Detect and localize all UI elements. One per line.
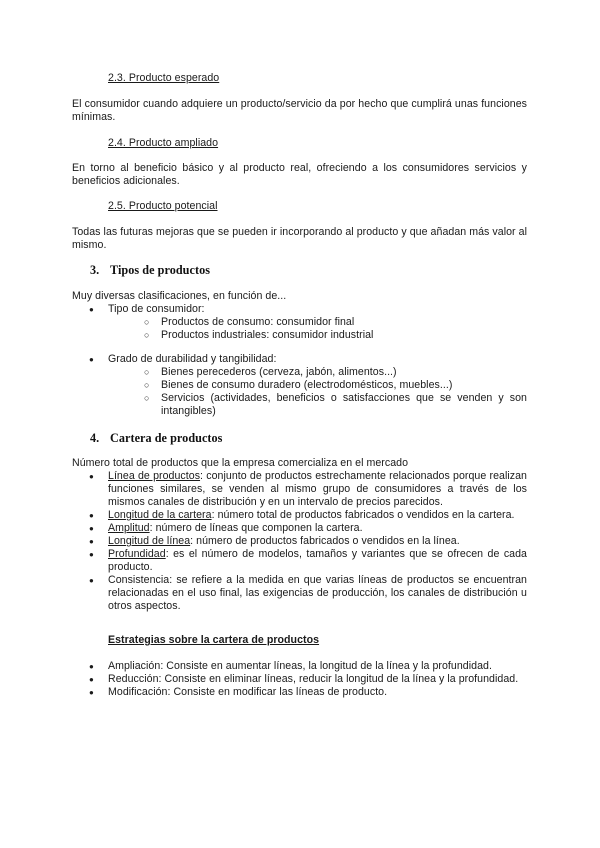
section-2-3-text: El consumidor cuando adquiere un producto/servicio da por hecho que cumplirá unas funciones mínimas.	[72, 98, 527, 123]
term: Longitud de la cartera	[108, 509, 212, 521]
term: Línea de productos	[108, 470, 201, 482]
definition: : número total de productos fabricados o vendidos en la cartera.	[211, 509, 515, 521]
list-item: ○ Productos industriales: consumidor industrial	[144, 329, 527, 342]
list-item	[89, 509, 527, 522]
definition: : conjunto de productos estrechamente relacionados porque realizan funciones similares, se venden al mismo grupo de consumidores a través de los mismos canales de distribución y en un intervalo de precios parecidos.	[108, 470, 528, 508]
list-item	[89, 470, 527, 509]
section-4-intro: Número total de productos que la empresa comercializa en el mercado	[72, 457, 409, 469]
list-item	[89, 535, 527, 548]
strategies-title: Estrategias sobre la cartera de productos	[108, 634, 320, 646]
list-item: ○ Bienes de consumo duradero (electrodomésticos, muebles...)	[144, 379, 527, 392]
portfolio-list	[89, 470, 527, 613]
group-label: Tipo de consumidor:	[108, 303, 205, 315]
definition: : número de líneas que componen la cartera.	[149, 522, 363, 534]
section-3-intro: Muy diversas clasificaciones, en función de...	[72, 290, 287, 302]
section-2-5-title: 2.5. Producto potencial	[108, 200, 218, 212]
list-item: ● Ampliación: Consiste en aumentar líneas, la longitud de la línea y la profundidad.	[89, 660, 527, 673]
list-item: ● Modificación: Consiste en modificar las líneas de producto.	[89, 686, 527, 699]
section-2-3-title: 2.3. Producto esperado	[108, 72, 220, 84]
term: Profundidad	[108, 548, 166, 560]
durability-list	[89, 353, 527, 418]
sublist	[108, 316, 527, 342]
list-item	[89, 574, 527, 613]
list-item	[89, 303, 527, 342]
list-item: ○ Productos de consumo: consumidor final	[144, 316, 527, 329]
definition: : número de productos fabricados o vendidos en la línea.	[190, 535, 460, 547]
strategies-list	[89, 660, 527, 699]
section-3-number: 3.	[90, 263, 100, 277]
list-item: ○ Bienes perecederos (cerveza, jabón, alimentos...)	[144, 366, 527, 379]
list-item	[89, 353, 527, 418]
list-item: ○ Servicios (actividades, beneficios o satisfacciones que se venden y son intangibles)	[144, 392, 527, 418]
section-4-number: 4.	[90, 431, 100, 445]
section-4-heading	[90, 431, 222, 446]
definition: : es el número de modelos, tamaños y variantes que se ofrecen de cada producto.	[108, 548, 527, 573]
section-2-4-title: 2.4. Producto ampliado	[108, 137, 219, 149]
list-item	[89, 548, 527, 574]
section-3-title: Tipos de productos	[110, 263, 211, 277]
list-item: ● Reducción: Consiste en eliminar líneas, reducir la longitud de la línea y la profundidad.	[89, 673, 527, 686]
section-4-title: Cartera de productos	[110, 431, 223, 445]
section-2-5-text: Todas las futuras mejoras que se pueden ir incorporando al producto y que añadan más valor al mismo.	[72, 226, 527, 251]
section-3-heading	[90, 263, 210, 278]
term: Longitud de línea	[108, 535, 191, 547]
sublist	[108, 366, 527, 418]
section-2-4-text: En torno al beneficio básico y al producto real, ofreciendo a los consumidores servicios y beneficios adicionales.	[72, 162, 527, 187]
list-item	[89, 522, 527, 535]
group-label: Grado de durabilidad y tangibilidad:	[108, 353, 277, 365]
definition: Consistencia: se refiere a la medida en que varias líneas de productos se encuentran relacionadas en el uso final, las exigencias de producción, los canales de distribución u otros aspectos.	[108, 574, 527, 612]
term: Amplitud	[108, 522, 150, 534]
consumer-type-list	[89, 303, 527, 342]
